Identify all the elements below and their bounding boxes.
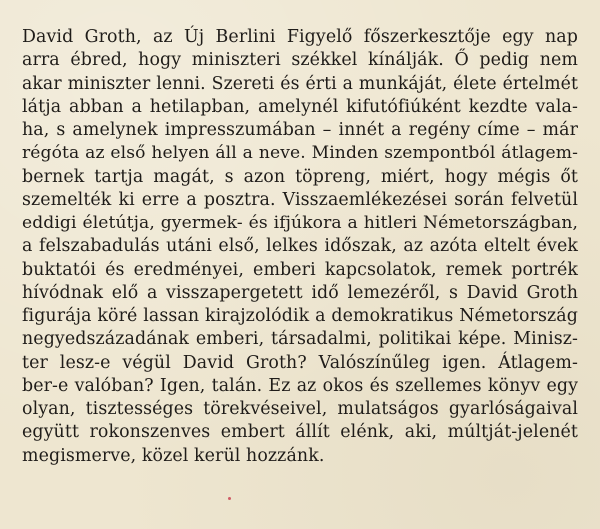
- text-line: régóta az első helyen áll a neve. Minden szempontból átlagem-: [22, 143, 578, 164]
- text-line: ter lesz-e végül David Groth? Valószínűleg igen. Átlagem-: [22, 352, 578, 373]
- text-line: arra ébred, hogy miniszteri székkel kínálják. Ő pedig nem: [22, 50, 578, 71]
- text-line: ber-e valóban? Igen, talán. Ez az okos és szellemes könyv egy: [22, 375, 578, 396]
- text-line: szemelték ki erre a posztra. Visszaemlékezései során felvetül: [22, 189, 578, 210]
- text-line: akar miniszter lenni. Szereti és érti a munkáját, élete értelmét: [22, 73, 578, 94]
- text-line: látja abban a hetilapban, amelynél kifutófiúként kezdte vala-: [22, 96, 578, 117]
- text-line: olyan, tisztességes törekvéseivel, mulatságos gyarlóságaival: [22, 399, 578, 419]
- text-line: bernek tartja magát, s azon töpreng, miért, hogy mégis őt: [22, 166, 578, 187]
- text-line: figurája köré lassan kirajzolódik a demokratikus Németország: [22, 306, 578, 326]
- body-paragraph: [22, 26, 578, 468]
- text-line: negyedszázadának emberi, társadalmi, politikai képe. Minisz-: [22, 329, 578, 350]
- text-line: a felszabadulás utáni első, lelkes időszak, az azóta eltelt évek: [22, 236, 578, 257]
- text-line: együtt rokonszenves embert állít elénk, aki, múltját-jelenét: [22, 422, 578, 443]
- text-line: eddigi életútja, gyermek- és ifjúkora a hitleri Németországban,: [22, 213, 578, 233]
- text-line-last: megismerve, közel kerül hozzánk.: [22, 445, 325, 466]
- ink-speck: [228, 497, 231, 500]
- text-line: buktatói és eredményei, emberi kapcsolatok, remek portrék: [22, 259, 578, 280]
- text-line: hívódnak elő a visszapergetett idő lemezéről, s David Groth: [22, 282, 578, 303]
- text-line: David Groth, az Új Berlini Figyelő főszerkesztője egy nap: [22, 27, 578, 47]
- text-line: ha, s amelynek impresszumában – innét a regény címe – már: [22, 120, 578, 140]
